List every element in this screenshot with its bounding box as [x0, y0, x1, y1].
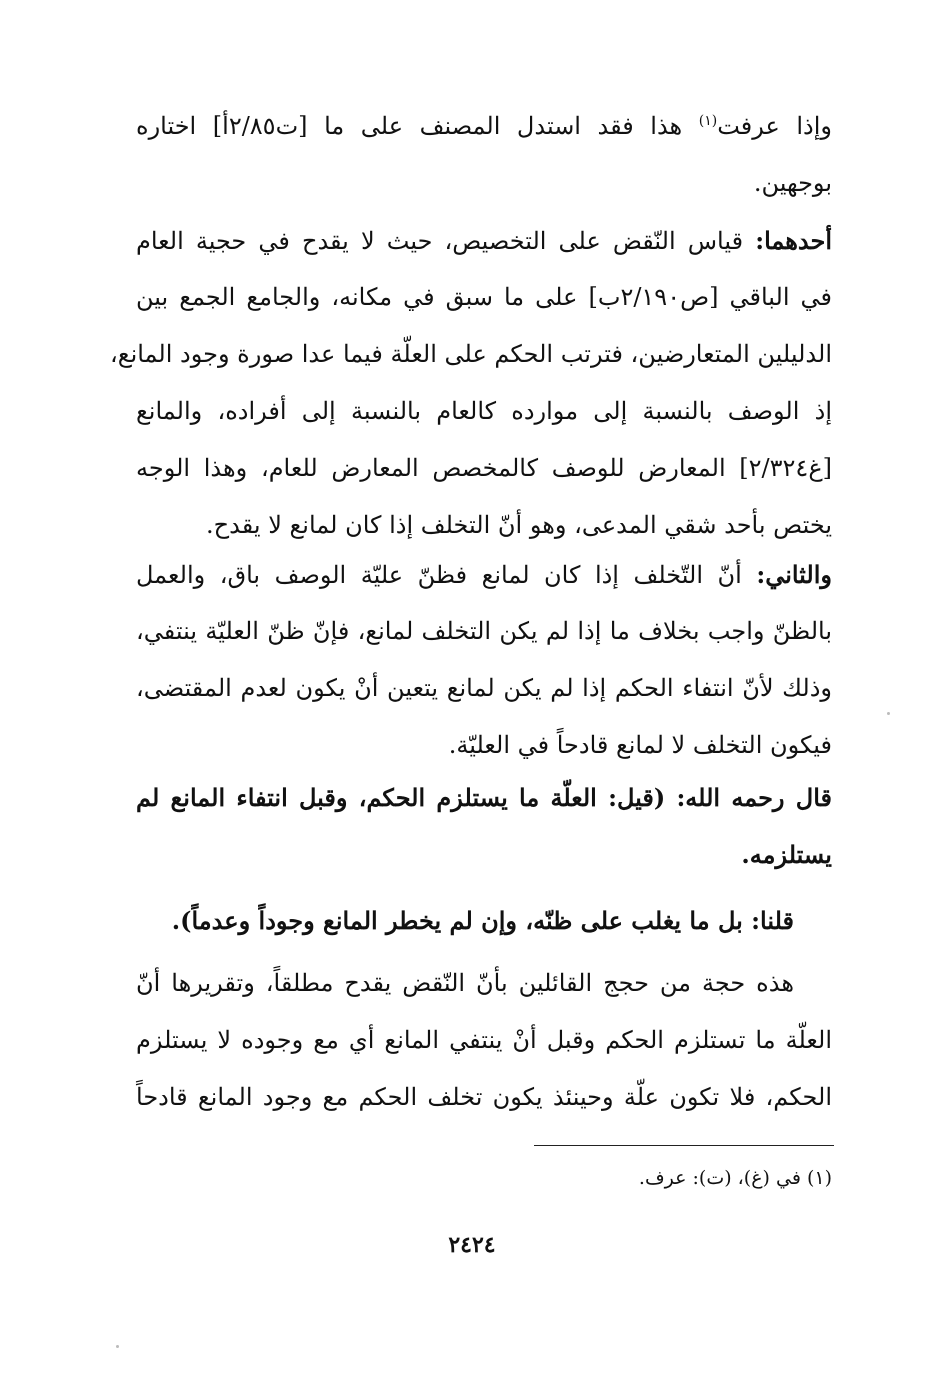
text-line: هذه حجة من حجج القائلين بأنّ النّقض يقدح مطلقاً، وتقريرها أنّ — [136, 969, 794, 997]
text-line — [136, 769, 832, 826]
text-line — [136, 212, 832, 269]
text-line — [136, 546, 832, 603]
text-line: في الباقي [ص٢/١٩٠ب] على ما سبق في مكانه، والجامع الجمع بين — [136, 283, 832, 311]
intro-line1-b: هذا فقد استدل المصنف على ما [ت٢/٨٥أ] اختاره — [136, 112, 699, 140]
text-line: بالظنّ واجب بخلاف ما إذا لم يكن التخلف لمانع، فإنّ ظنّ العليّة ينتفي، — [136, 617, 832, 645]
first-argument-heading: أحدهما: — [755, 226, 833, 255]
text-line: بوجهين. — [753, 169, 832, 197]
footnote: (١) في (غ)، (ت): عرف. — [638, 1167, 832, 1189]
text-line: الدليلين المتعارضين، فترتب الحكم على العلّة فيما عدا صورة وجود المانع، — [110, 340, 832, 368]
first-line1: قياس النّقض على التخصيص، حيث لا يقدح في حجية العام — [136, 227, 756, 255]
scan-speck — [887, 712, 890, 715]
intro-paragraph — [136, 98, 832, 212]
text-line: قلنا: بل ما يغلب على ظنّه، وإن لم يخطر المانع وجوداً وعدماً). — [171, 906, 794, 935]
text-line: فيكون التخلف لا لمانع قادحاً في العليّة. — [448, 731, 832, 759]
quote-line1: (قيل: العلّة ما يستلزم الحكم، وقبل انتفاء المانع لم — [136, 783, 677, 812]
author-attribution: قال رحمه الله: — [676, 783, 832, 812]
footnote-separator — [534, 1145, 834, 1146]
reply-paragraph — [134, 892, 794, 949]
text-line: يختص بأحد شقي المدعى، وهو أنّ التخلف إذا كان لمانع لا يقدح. — [206, 511, 832, 539]
text-line: الحكم، فلا تكون علّة وحينئذ يكون تخلف الحكم مع وجود المانع قادحاً — [136, 1083, 832, 1111]
text-line — [136, 98, 832, 155]
second-argument-paragraph — [136, 546, 832, 774]
first-argument-paragraph — [110, 212, 833, 554]
text-line: [غ٢/٣٢٤] المعارض للوصف كالمخصص المعارض للعام، وهذا الوجه — [136, 454, 832, 482]
text-line: إذ الوصف بالنسبة إلى موارده كالعام بالنسبة إلى أفراده، والمانع — [136, 397, 832, 425]
intro-line1-a: وإذا عرفت — [717, 112, 832, 140]
text-line: يستلزمه. — [741, 840, 832, 869]
scan-speck — [116, 1345, 119, 1348]
second-argument-heading: والثاني: — [756, 560, 832, 589]
page-number: ٢٤٢٤ — [448, 1232, 496, 1258]
commentary-paragraph — [136, 955, 832, 1126]
text-line: العلّة ما تستلزم الحكم وقبل أنْ ينتفي المانع أي مع وجوده لا يستلزم — [136, 1026, 832, 1054]
text-line: وذلك لأنّ انتفاء الحكم إذا لم يكن لمانع يتعين أنْ يكون لعدم المقتضى، — [136, 674, 832, 702]
second-line1: أنّ التّخلف إذا كان لمانع فظنّ عليّة الوصف باق، والعمل — [136, 561, 757, 589]
quoted-text-paragraph — [136, 769, 832, 883]
footnote-reference: (١) — [698, 113, 718, 129]
